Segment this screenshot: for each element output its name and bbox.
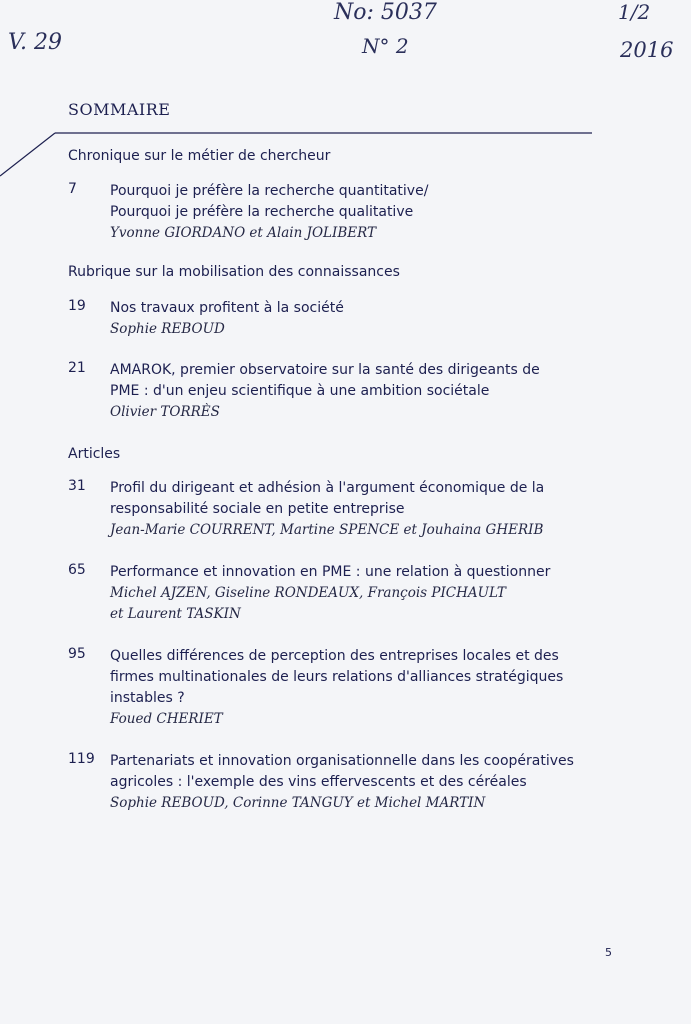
entry-page-number: 31 [68,478,86,494]
entry-authors: Sophie REBOUD [110,321,225,337]
page-folio: 5 [605,946,612,959]
entry-title-line: agricoles : l'exemple des vins effervescents et des céréales [110,774,527,790]
entry-title-line: Pourquoi je préfère la recherche quantitative/ [110,183,429,199]
entry-authors: Jean-Marie COURRENT, Martine SPENCE et Jouhaina GHERIB [110,522,544,538]
toc-entry [68,360,628,423]
entry-title-line: firmes multinationales de leurs relations d'alliances stratégiques [110,669,564,685]
handwritten-catalog-number: No: 5037 [334,0,437,25]
page-title: SOMMAIRE [68,100,171,119]
toc-entry [68,646,628,730]
entry-authors: Olivier TORRÈS [110,404,220,420]
entry-authors: et Laurent TASKIN [110,606,241,622]
toc-entry [68,562,628,625]
entry-title-line: Nos travaux profitent à la société [110,300,344,316]
section-heading: Rubrique sur la mobilisation des connaissances [68,264,400,280]
entry-page-number: 7 [68,181,77,197]
entry-page-number: 65 [68,562,86,578]
handwritten-year: 2016 [620,38,674,62]
entry-page-number: 19 [68,298,86,314]
handwritten-issue-number: N° 2 [362,34,409,58]
toc-entry [68,181,628,244]
entry-title-line: AMAROK, premier observatoire sur la santé des dirigeants de [110,362,540,378]
entry-title-line: Quelles différences de perception des entreprises locales et des [110,648,559,664]
entry-title-line: PME : d'un enjeu scientifique à une ambition sociétale [110,383,490,399]
entry-title-line: Partenariats et innovation organisationnelle dans les coopératives [110,753,574,769]
handwritten-fraction: 1/2 [618,0,651,24]
toc-entry [68,751,628,814]
entry-authors: Michel AJZEN, Giseline RONDEAUX, François PICHAULT [110,585,506,601]
toc-entry [68,298,628,340]
entry-authors: Foued CHERIET [110,711,223,727]
entry-page-number: 119 [68,751,95,767]
entry-title-line: responsabilité sociale en petite entreprise [110,501,405,517]
entry-title-line: Performance et innovation en PME : une relation à questionner [110,564,551,580]
entry-title-line: instables ? [110,690,185,706]
entry-page-number: 95 [68,646,86,662]
entry-title-line: Pourquoi je préfère la recherche qualitative [110,204,414,220]
toc-entry [68,478,628,541]
entry-page-number: 21 [68,360,86,376]
entry-authors: Yvonne GIORDANO et Alain JOLIBERT [110,225,377,241]
section-heading: Articles [68,446,121,462]
entry-title-line: Profil du dirigeant et adhésion à l'argument économique de la [110,480,545,496]
handwritten-volume: V. 29 [8,30,63,55]
section-heading: Chronique sur le métier de chercheur [68,148,331,164]
entry-authors: Sophie REBOUD, Corinne TANGUY et Michel MARTIN [110,795,486,811]
